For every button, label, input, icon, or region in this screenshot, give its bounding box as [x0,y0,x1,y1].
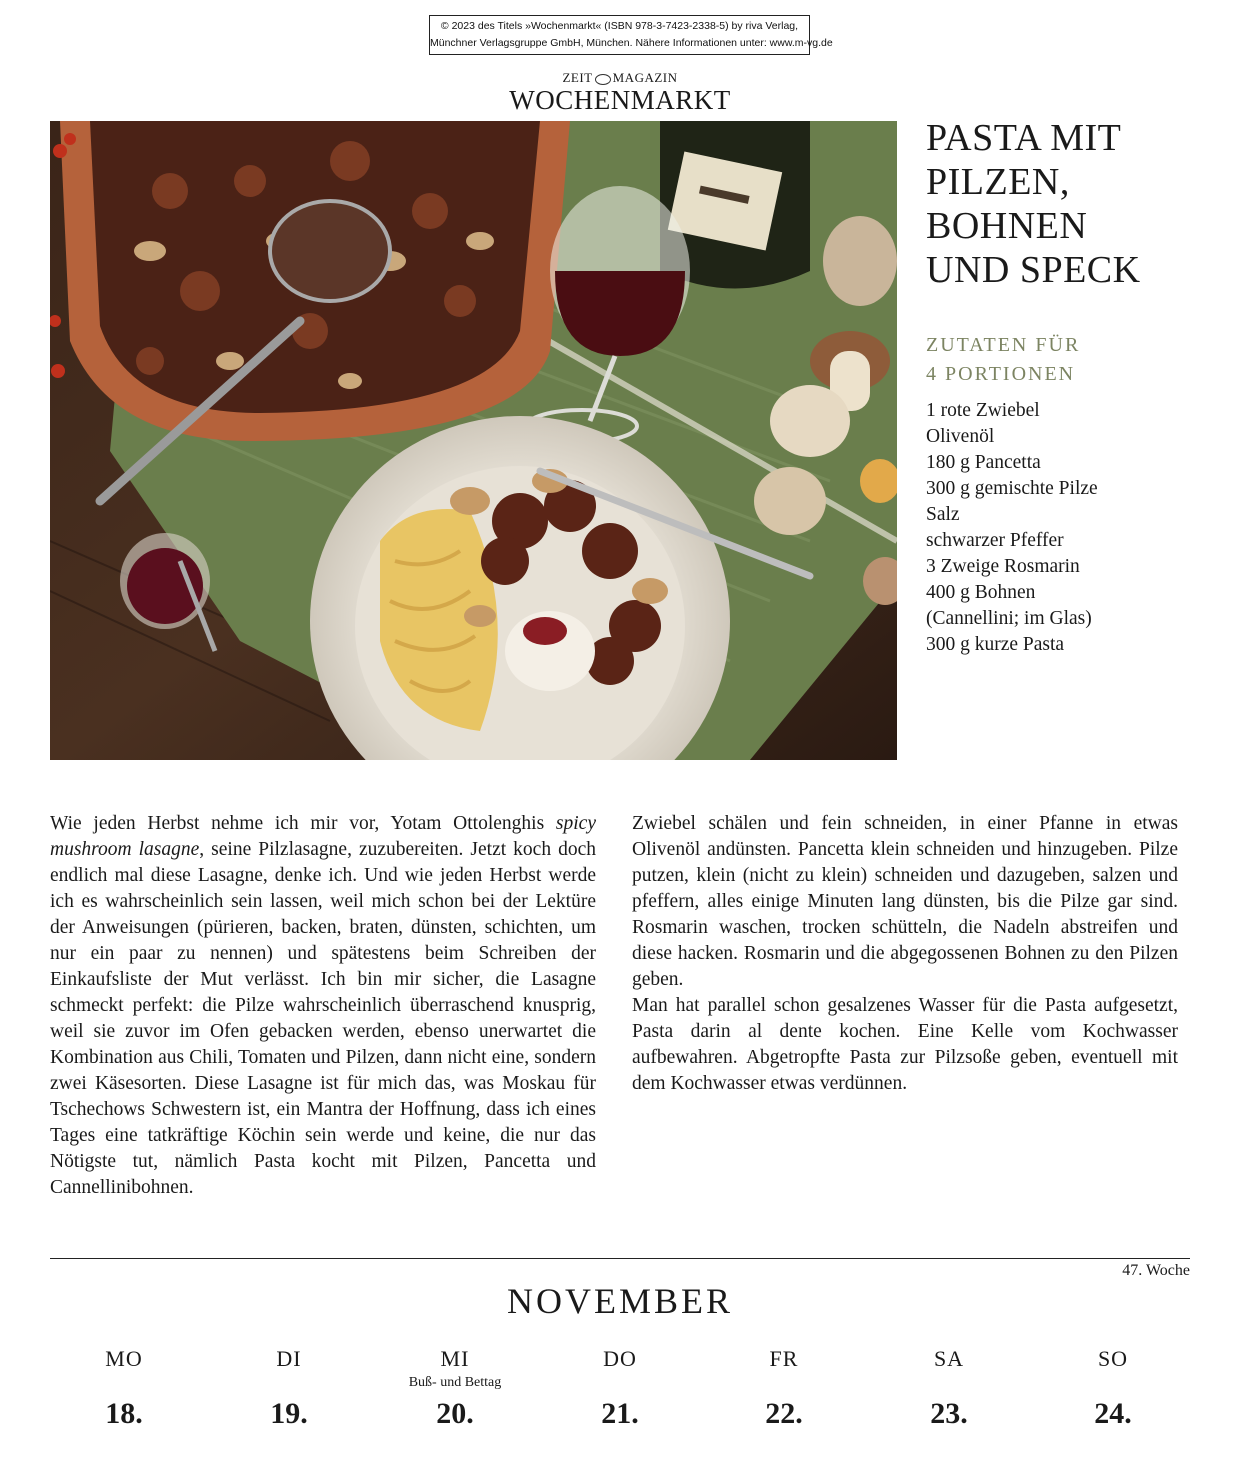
servings-line-2: 4 PORTIONEN [926,363,1076,385]
recipe-title-line-2: PILZEN, [926,161,1070,203]
recipe-title-line-1: PASTA MIT [926,117,1122,159]
instruction-step-1: Zwiebel schälen und fein schneiden, in einer Pfanne in etwas Olivenöl andünsten. Pancetta klein schneiden und hinzugeben. Pilze putzen, klein (nicht zu klein) schneiden und dazugeben, salzen und pfeffern, alles einige Minuten lang dünsten, bis die Pilze gar sind. Rosmarin waschen, trocken schütteln, die Nadeln abstreifen und diese hacken. Rosmarin und die abgegossenen Bohnen zu den Pilzen geben. [632,813,1178,990]
brand-logo [500,70,740,114]
day-wednesday [380,1344,530,1434]
brand-top-line [500,70,740,86]
day-sunday [1038,1344,1188,1434]
day-thursday [545,1344,695,1434]
day-saturday [874,1344,1024,1434]
calendar-divider [50,1258,1190,1259]
recipe-title [926,116,1216,292]
day-date: 24. [1094,1397,1132,1430]
day-name: SA [933,1346,965,1371]
day-note: Buß- und Bettag [408,1375,502,1390]
ingredient-item: 180 g Pancetta [926,452,1041,473]
day-tuesday [214,1344,364,1434]
intro-start: Wie jeden Herbst nehme ich mir vor, Yotam Ottolenghis [50,813,556,834]
zeit-emblem-icon [595,74,611,85]
day-name: MO [105,1346,143,1371]
ingredient-item: 400 g Bohnen [926,582,1036,603]
day-note [49,1374,199,1394]
ingredient-item: (Cannellini; im Glas) [926,608,1092,629]
copyright-notice [429,15,833,55]
instructions [632,811,1178,1097]
week-number: 47. Woche [1122,1262,1190,1279]
day-note [214,1374,364,1394]
day-friday [709,1344,859,1434]
day-date: 21. [601,1397,639,1430]
recipe-photo [50,121,897,760]
day-note [1038,1374,1188,1394]
recipe-title-line-3: BOHNEN [926,205,1088,247]
ingredient-item: Salz [926,504,960,525]
day-name: FR [769,1346,799,1371]
recipe-title-line-4: UND SPECK [926,249,1141,291]
day-name: SO [1097,1346,1129,1371]
ingredient-list [926,398,1226,658]
day-name: DO [603,1346,637,1371]
month-name: NOVEMBER [506,1281,733,1321]
ingredient-item: schwarzer Pfeffer [926,530,1064,551]
day-date: 19. [270,1397,308,1430]
day-monday [49,1344,199,1434]
day-name: DI [276,1346,302,1371]
day-date: 23. [930,1397,968,1430]
ingredient-item: 3 Zweige Rosmarin [926,556,1080,577]
copyright-line-1: © 2023 des Titels »Wochenmarkt« (ISBN 978-3-7423-2338-5) by riva Verlag, [440,20,799,32]
intro-rest: , seine Pilzlasagne, zuzubereiten. Jetzt koch doch endlich mal diese Lasagne, denke ich. Und wie jeden Herbst werde ich es wahrscheinlich sein lassen, weil mich schon bei der Lektüre der Anweisungen (pürieren, backen, braten, dünsten, schichten, um nur ein paar zu nennen) und spätestens beim Schreiben der Einkaufsliste der Mut verlässt. Ich bin mir sicher, die Lasagne schmeckt perfekt: die Pilze wahrscheinlich überraschend knusprig, weil sie zuvor im Ofen gebacken werden, ebenso unerwartet die Kombination aus Chili, Tomaten und Pilzen, dann nicht eine, sondern zwei Käsesorten. Diese Lasagne ist für mich das, was Moskau für Tschechows Schwestern ist, ein Mantra der Hoffnung, dass ich eines Tages eine tatkräftige Köchin sein werde und keine, die nur das Nötigste tut, nämlich Pasta kocht mit Pilzen, Pancetta und Cannellinibohnen. [50,839,596,1198]
ingredient-item: 300 g kurze Pasta [926,634,1065,655]
ingredient-item: Olivenöl [926,426,995,447]
intro-italic-title: spicy mushroom lasagne [50,813,596,860]
servings-heading [926,331,1216,389]
ingredient-item: 300 g gemischte Pilze [926,478,1098,499]
day-note [709,1374,859,1394]
brand-wochenmarkt: WOCHENMARKT [509,85,731,115]
day-date: 22. [765,1397,803,1430]
day-date: 18. [105,1397,143,1430]
intro-text [50,811,596,1201]
copyright-line-2: Münchner Verlagsgruppe GmbH, München. Nähere Informationen unter: www.m-vg.de [430,37,833,49]
brand-zeit: ZEIT [562,70,593,85]
ingredient-item: 1 rote Zwiebel [926,400,1040,421]
servings-line-1: ZUTATEN FÜR [926,334,1081,356]
instruction-step-2: Man hat parallel schon gesalzenes Wasser für die Pasta aufgesetzt, Pasta darin al dente kochen. Eine Kelle vom Kochwasser aufbewahren. Abgetropfte Pasta zur Pilzsoße geben, eventuell mit dem Kochwasser etwas verdünnen. [632,995,1178,1094]
brand-magazin: MAGAZIN [612,70,678,85]
day-note [545,1374,695,1394]
day-note [874,1374,1024,1394]
day-date: 20. [436,1397,474,1430]
day-name: MI [440,1346,470,1371]
